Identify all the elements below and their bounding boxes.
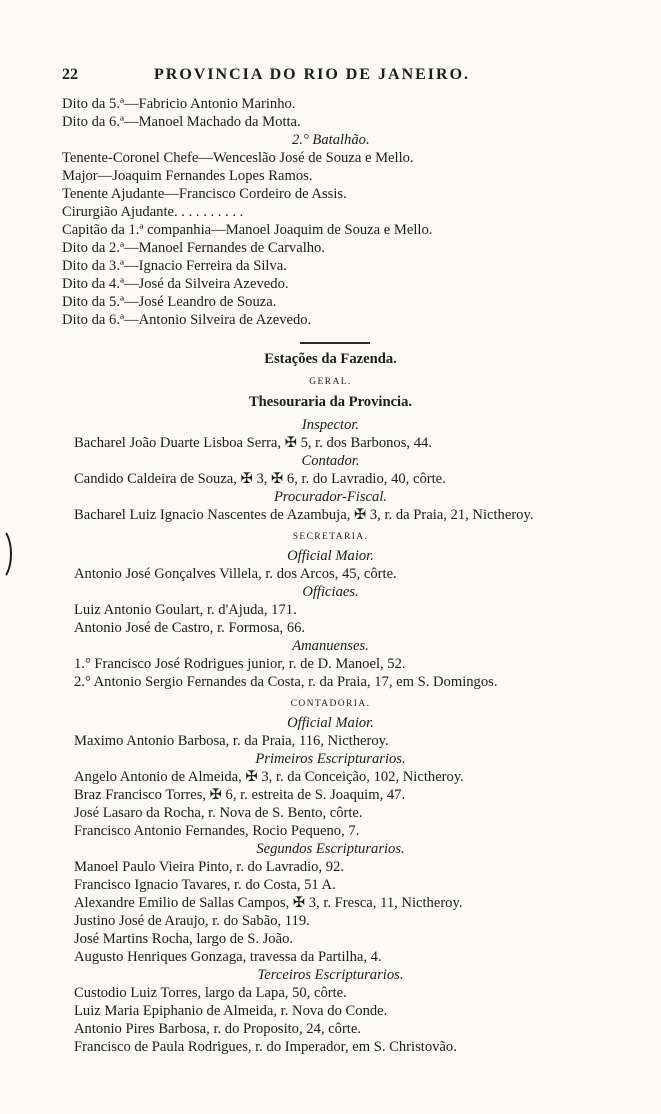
roster-line: Justino José de Araujo, r. do Sabão, 119. (74, 913, 310, 929)
roster-line: Francisco Antonio Fernandes, Rocio Pequeno, 7. (74, 823, 360, 839)
role-heading: Contador. (301, 453, 360, 469)
roster-line: Francisco de Paula Rodrigues, r. do Imperador, em S. Christovão. (74, 1039, 457, 1055)
roster-line: Major—Joaquim Fernandes Lopes Ramos. (62, 168, 313, 184)
page-number: 22 (62, 66, 78, 83)
roster-line: Cirurgião Ajudante. . . . . . . . . . (62, 204, 244, 220)
section-divider (300, 342, 370, 344)
roster-line: 2.° Antonio Sergio Fernandes da Costa, r. da Praia, 17, em S. Domingos. (74, 674, 498, 690)
roster-line: Maximo Antonio Barbosa, r. da Praia, 116, Nictheroy. (74, 733, 389, 749)
roster-line: Antonio José de Castro, r. Formosa, 66. (74, 620, 306, 636)
roster-line: Custodio Luiz Torres, largo da Lapa, 50, côrte. (74, 985, 347, 1001)
role-heading: Official Maior. (287, 715, 374, 731)
subsection-label: SECRETARIA. (292, 532, 369, 542)
roster-line: Antonio José Gonçalves Villela, r. dos Arcos, 45, côrte. (74, 566, 397, 582)
roster-line: Angelo Antonio de Almeida, ✠ 3, r. da Conceição, 102, Nictheroy. (74, 769, 464, 785)
roster-line: Antonio Pires Barbosa, r. do Proposito, 24, côrte. (74, 1021, 361, 1037)
subsection-label: CONTADORIA. (290, 699, 371, 709)
roster-line: Tenente-Coronel Chefe—Wenceslão José de Souza e Mello. (62, 150, 414, 166)
roster-line: Francisco Ignacio Tavares, r. do Costa, 51 A. (74, 877, 336, 893)
role-heading: Terceiros Escripturarios. (257, 967, 404, 983)
role-heading: Officiaes. (302, 584, 359, 600)
roster-line: Luiz Antonio Goulart, r. d'Ajuda, 171. (74, 602, 297, 618)
role-heading: Inspector. (301, 417, 360, 433)
roster-line: Dito da 2.ª—Manoel Fernandes de Carvalho. (62, 240, 326, 256)
role-heading: Amanuenses. (292, 638, 369, 654)
roster-line: José Lasaro da Rocha, r. Nova de S. Bento, côrte. (74, 805, 363, 821)
roster-line: Tenente Ajudante—Francisco Cordeiro de Assis. (62, 186, 347, 202)
section-title: Estações da Fazenda. (264, 351, 397, 367)
roster-line: Augusto Henriques Gonzaga, travessa da Partilha, 4. (74, 949, 382, 965)
role-heading: Official Maior. (287, 548, 374, 564)
roster-line: Braz Francisco Torres, ✠ 6, r. estreita de S. Joaquim, 47. (74, 787, 406, 803)
section-title: Thesouraria da Provincia. (248, 394, 413, 410)
roster-line: Dito da 4.ª—José da Silveira Azevedo. (62, 276, 289, 292)
role-heading: Segundos Escripturarios. (256, 841, 405, 857)
page-header (62, 66, 582, 88)
section-heading: 2.° Batalhão. (292, 132, 370, 148)
role-heading: Procurador-Fiscal. (273, 489, 388, 505)
role-heading: Primeiros Escripturarios. (255, 751, 406, 767)
roster-line: Candido Caldeira de Souza, ✠ 3, ✠ 6, r. do Lavradio, 40, côrte. (74, 471, 446, 487)
roster-line: Bacharel Luiz Ignacio Nascentes de Azambuja, ✠ 3, r. da Praia, 21, Nictheroy. (74, 507, 534, 523)
roster-line: Dito da 6.ª—Manoel Machado da Motta. (62, 114, 301, 130)
roster-line: Manoel Paulo Vieira Pinto, r. do Lavradio, 92. (74, 859, 345, 875)
roster-line: Dito da 3.ª—Ignacio Ferreira da Silva. (62, 258, 287, 274)
roster-line: José Martins Rocha, largo de S. João. (74, 931, 294, 947)
roster-line: Bacharel João Duarte Lisboa Serra, ✠ 5, r. dos Barbonos, 44. (74, 435, 432, 451)
roster-line: Luiz Maria Epiphanio de Almeida, r. Nova do Conde. (74, 1003, 388, 1019)
page-title: PROVINCIA DO RIO DE JANEIRO. (154, 66, 471, 83)
roster-line: 1.° Francisco José Rodrigues junior, r. de D. Manoel, 52. (74, 656, 406, 672)
roster-line: Dito da 5.ª—José Leandro de Souza. (62, 294, 277, 310)
roster-line: Capitão da 1.ª companhia—Manoel Joaquim de Souza e Mello. (62, 222, 433, 238)
roster-line: Dito da 5.ª—Fabricio Antonio Marinho. (62, 96, 296, 112)
subsection-label: GERAL. (309, 377, 352, 387)
roster-line: Dito da 6.ª—Antonio Silveira de Azevedo. (62, 312, 312, 328)
roster-line: Alexandre Emilio de Sallas Campos, ✠ 3, r. Fresca, 11, Nictheroy. (74, 895, 463, 911)
